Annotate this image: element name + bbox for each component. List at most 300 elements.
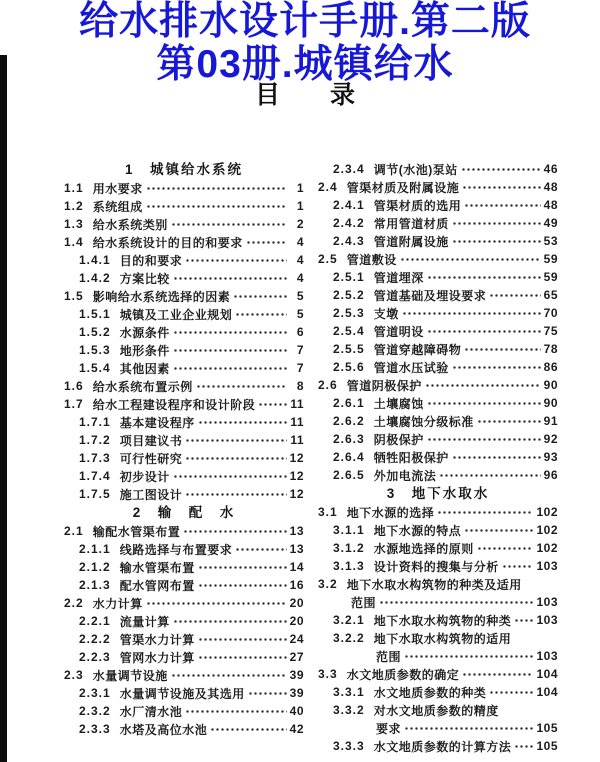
entry-page: 11 [290, 433, 304, 447]
entry-page: 59 [543, 270, 558, 284]
dot-leader [461, 160, 541, 178]
dot-leader [452, 358, 541, 376]
toc-chapter-heading: 1 城镇给水系统 [124, 162, 243, 177]
entry-page: 78 [543, 342, 558, 356]
dot-leader [258, 395, 287, 413]
dot-leader [183, 522, 286, 540]
entry-title: 初步设计 [119, 469, 170, 484]
entry-title: 水量调节设施及其选用 [119, 686, 245, 701]
entry-title: 流量计算 [119, 614, 170, 629]
dot-leader [173, 359, 287, 377]
dot-leader [427, 268, 541, 286]
toc-entry [64, 612, 304, 630]
dot-leader [173, 467, 287, 485]
entry-number: 2.2.1 [79, 614, 111, 628]
toc-entry [64, 540, 304, 558]
entry-title: 外加电流法 [373, 468, 437, 483]
entry-title: 管道基础及埋设要求 [373, 288, 487, 303]
dot-leader [514, 737, 533, 755]
entry-number: 3.3.1 [333, 685, 365, 699]
toc-entry [64, 413, 304, 431]
dot-leader [379, 593, 533, 611]
toc-entry [64, 359, 304, 377]
dot-leader [146, 594, 287, 612]
entry-page: 42 [289, 722, 304, 736]
entry-title: 水文地质参数的种类 [373, 685, 487, 700]
entry-number: 1.5.4 [79, 361, 111, 375]
entry-title: 管渠水力计算 [119, 632, 195, 647]
entry-page: 103 [536, 595, 558, 609]
dot-leader [196, 377, 287, 395]
dot-leader [173, 323, 287, 341]
entry-page: 16 [289, 578, 304, 592]
entry-page: 11 [290, 415, 304, 429]
toc-entry [64, 630, 304, 648]
entry-page: 4 [296, 253, 304, 267]
entry-title: 牺牲阳极保护 [373, 450, 449, 465]
toc-entry [318, 521, 558, 539]
entry-page: 40 [289, 704, 304, 718]
entry-title: 常用管道材质 [373, 216, 449, 231]
entry-page: 102 [536, 505, 558, 519]
entry-page: 1 [296, 199, 304, 213]
entry-number: 3.1.2 [333, 541, 365, 555]
entry-title-continued: 要求 [376, 721, 402, 736]
entry-number: 2.2 [64, 596, 84, 610]
entry-number: 1.7.4 [79, 469, 111, 483]
dot-leader [210, 720, 286, 738]
entry-title: 管道附属设施 [373, 234, 449, 249]
entry-title: 可行性研究 [119, 451, 183, 466]
entry-title: 对水文地质参数的精度 [373, 703, 499, 718]
toc-entry [318, 557, 558, 575]
entry-number: 2.6.4 [333, 450, 365, 464]
entry-number: 1.2 [64, 199, 84, 213]
entry-title: 管道明设 [373, 324, 424, 339]
dot-leader [404, 719, 533, 737]
entry-title: 城镇及工业企业规划 [119, 307, 233, 322]
entry-page: 24 [289, 632, 304, 646]
entry-page: 13 [289, 524, 304, 538]
dot-leader [462, 665, 533, 683]
dot-leader [502, 557, 534, 575]
entry-number: 2.1 [64, 524, 84, 538]
entry-title: 地下水取水构筑物的种类及适用 [346, 577, 522, 592]
entry-number: 2.1.2 [79, 560, 111, 574]
entry-page: 4 [296, 271, 304, 285]
toc-entry [64, 684, 304, 702]
entry-title: 基本建设程序 [119, 415, 195, 430]
entry-page: 12 [289, 487, 304, 501]
entry-number: 2.6 [318, 378, 338, 392]
entry-page: 53 [543, 234, 558, 248]
entry-number: 1.4 [64, 235, 84, 249]
dot-leader [400, 250, 541, 268]
toc-entry [64, 197, 304, 215]
entry-title: 方案比较 [119, 271, 170, 286]
entry-number: 3.3.2 [333, 703, 365, 717]
toc-entry [318, 575, 558, 593]
entry-title: 输水管渠布置 [119, 560, 195, 575]
entry-number: 2.4.1 [333, 198, 365, 212]
entry-number: 1.7.1 [79, 415, 111, 429]
toc-column-right [318, 160, 558, 755]
dot-leader [477, 539, 534, 557]
entry-title: 水塔及高位水池 [119, 722, 208, 737]
entry-number: 2.5.2 [333, 288, 365, 302]
entry-title: 管渠材质的选用 [373, 198, 462, 213]
entry-number: 1.5.1 [79, 307, 111, 321]
entry-page: 12 [289, 451, 304, 465]
entry-number: 3.2.2 [333, 631, 365, 645]
toc-entry [318, 196, 558, 214]
toc-entry [318, 286, 558, 304]
dot-leader [171, 215, 287, 233]
entry-number: 1.5 [64, 289, 84, 303]
entry-title-continued: 范围 [376, 649, 402, 664]
entry-number: 2.4.3 [333, 234, 365, 248]
entry-page: 86 [543, 360, 558, 374]
dot-leader [198, 648, 287, 666]
entry-title: 水厂清水池 [119, 704, 183, 719]
entry-title: 给水系统类别 [92, 217, 168, 232]
entry-title: 管道水压试验 [373, 360, 449, 375]
entry-page: 105 [536, 739, 558, 753]
dot-leader [437, 503, 533, 521]
book-title-line1: 给水排水设计手册.第二版 [79, 0, 531, 43]
entry-title: 调节(水池)泵站 [373, 162, 458, 177]
toc-entry [318, 304, 558, 322]
entry-page: 48 [543, 180, 558, 194]
toc-entry [318, 448, 558, 466]
entry-page: 103 [536, 649, 558, 663]
entry-number: 3.1.1 [333, 523, 365, 537]
entry-number: 2.5 [318, 252, 338, 266]
entry-title: 阴极保护 [373, 432, 424, 447]
toc-entry [318, 701, 558, 719]
entry-number: 1.7 [64, 397, 84, 411]
entry-page: 27 [289, 650, 304, 664]
entry-number: 2.3.2 [79, 704, 111, 718]
entry-page: 59 [543, 252, 558, 266]
dot-leader [439, 466, 540, 484]
toc-chapter-heading: 2 输 配 水 [132, 505, 236, 520]
dot-leader [477, 412, 541, 430]
toc-entry [64, 323, 304, 341]
entry-number: 1.5.2 [79, 325, 111, 339]
entry-number: 3.2 [318, 577, 338, 591]
dot-leader [198, 413, 287, 431]
dot-leader [452, 214, 541, 232]
dot-leader [185, 449, 286, 467]
toc-entry [64, 395, 304, 413]
entry-title: 管道阴极保护 [346, 378, 422, 393]
entry-page: 92 [543, 432, 558, 446]
entry-page: 39 [289, 668, 304, 682]
toc-entry [318, 232, 558, 250]
entry-number: 2.3.1 [79, 686, 111, 700]
entry-number: 2.5.6 [333, 360, 365, 374]
toc-entry [64, 485, 304, 503]
entry-number: 2.5.1 [333, 270, 365, 284]
entry-page: 12 [289, 469, 304, 483]
entry-title: 管道敷设 [346, 252, 397, 267]
entry-number: 1.7.5 [79, 487, 111, 501]
dot-leader [198, 558, 287, 576]
dot-leader [185, 251, 287, 269]
entry-page: 65 [543, 288, 558, 302]
dot-leader [489, 683, 533, 701]
dot-leader [185, 485, 286, 503]
entry-title: 水文地质参数的确定 [346, 667, 460, 682]
toc-entry [64, 377, 304, 395]
entry-page: 2 [296, 217, 304, 231]
page-header [10, 0, 600, 108]
entry-page: 39 [289, 686, 304, 700]
entry-number: 2.3.3 [79, 722, 111, 736]
entry-title: 地下水源的特点 [373, 523, 462, 538]
entry-number: 2.4.2 [333, 216, 365, 230]
entry-page: 103 [536, 559, 558, 573]
entry-number: 1.6 [64, 379, 84, 393]
toc-entry [318, 466, 558, 484]
entry-title: 给水系统设计的目的和要求 [92, 235, 243, 250]
dot-leader [464, 196, 540, 214]
entry-number: 2.6.1 [333, 396, 365, 410]
entry-number: 1.3 [64, 217, 84, 231]
dot-leader [462, 178, 540, 196]
entry-title: 管网水力计算 [119, 650, 195, 665]
toc-entry [64, 666, 304, 684]
entry-number: 1.5.3 [79, 343, 111, 357]
entry-page: 6 [296, 325, 304, 339]
entry-title: 地下水源的选择 [346, 505, 435, 520]
entry-page: 91 [543, 414, 558, 428]
toc-entry [64, 251, 304, 269]
entry-title: 给水系统布置示例 [92, 379, 193, 394]
entry-page: 4 [296, 235, 304, 249]
entry-title: 其他因素 [119, 361, 170, 376]
dot-leader [404, 647, 533, 665]
page-left-border [0, 55, 7, 762]
entry-page: 96 [543, 468, 558, 482]
toc-entry [318, 160, 558, 178]
dot-leader [185, 431, 287, 449]
entry-title: 线路选择与布置要求 [119, 542, 233, 557]
dot-leader [464, 521, 533, 539]
toc-entry [64, 467, 304, 485]
dot-leader [198, 576, 287, 594]
toc-entry [318, 214, 558, 232]
dot-leader [233, 287, 287, 305]
dot-leader [464, 340, 540, 358]
dot-leader [452, 232, 541, 250]
toc-entry [64, 720, 304, 738]
entry-page: 1 [296, 181, 304, 195]
dot-leader [452, 448, 541, 466]
entry-page: 8 [296, 379, 304, 393]
entry-page: 49 [543, 216, 558, 230]
toc-entry [64, 233, 304, 251]
entry-title: 管道埋深 [373, 270, 424, 285]
entry-page: 90 [543, 378, 558, 392]
entry-title: 地下水取水构筑物的种类 [373, 613, 512, 628]
toc-entry [64, 287, 304, 305]
entry-number: 3.3.3 [333, 739, 365, 753]
toc-entry [64, 215, 304, 233]
toc-entry [64, 431, 304, 449]
entry-page: 104 [536, 685, 558, 699]
entry-page: 13 [289, 542, 304, 556]
dot-leader [185, 702, 286, 720]
entry-number: 2.3.4 [333, 162, 365, 176]
toc-entry [318, 611, 558, 629]
entry-page: 11 [290, 397, 304, 411]
entry-title: 用水要求 [92, 181, 143, 196]
entry-page: 20 [289, 614, 304, 628]
entry-number: 1.7.2 [79, 433, 111, 447]
entry-title: 管渠材质及附属设施 [346, 180, 460, 195]
entry-page: 104 [536, 667, 558, 681]
entry-number: 2.3 [64, 668, 84, 682]
toc-entry [318, 376, 558, 394]
dot-leader [173, 341, 287, 359]
entry-title: 项目建议书 [119, 433, 183, 448]
entry-title: 输配水管渠布置 [92, 524, 181, 539]
toc-entry [64, 594, 304, 612]
entry-page: 7 [296, 343, 304, 357]
entry-page: 7 [296, 361, 304, 375]
toc-entry [318, 394, 558, 412]
toc-entry [64, 576, 304, 594]
toc-entry [64, 179, 304, 197]
entry-title: 水文地质参数的计算方法 [373, 739, 512, 754]
entry-title: 目的和要求 [119, 253, 183, 268]
toc-entry-continuation [318, 593, 558, 611]
toc-entry [318, 268, 558, 286]
toc-entry [318, 539, 558, 557]
entry-page: 103 [536, 613, 558, 627]
entry-number: 2.5.3 [333, 306, 365, 320]
entry-number: 2.1.1 [79, 542, 111, 556]
entry-title: 水力计算 [92, 596, 143, 611]
entry-page: 102 [536, 523, 558, 537]
entry-title: 土壤腐蚀分级标准 [373, 414, 474, 429]
toc-entry [64, 648, 304, 666]
dot-leader [427, 394, 541, 412]
entry-number: 3.1 [318, 505, 338, 519]
book-title-line2: 第03册.城镇给水 [156, 43, 454, 86]
entry-number: 2.2.2 [79, 632, 111, 646]
entry-number: 2.4 [318, 180, 338, 194]
toc-entry [318, 358, 558, 376]
toc-heading: 目 录 [254, 81, 355, 109]
toc-chapter-heading: 3 地下水取水 [386, 486, 490, 501]
entry-page: 48 [543, 198, 558, 212]
entry-page: 5 [296, 307, 304, 321]
entry-number: 2.5.4 [333, 324, 365, 338]
entry-title: 影响给水系统选择的因素 [92, 289, 231, 304]
dot-leader [427, 322, 541, 340]
entry-page: 105 [536, 721, 558, 735]
entry-page: 102 [536, 541, 558, 555]
entry-title: 配水管网布置 [119, 578, 195, 593]
toc-entry [318, 412, 558, 430]
entry-number: 3.1.3 [333, 559, 365, 573]
entry-page: 5 [296, 289, 304, 303]
toc-entry [64, 522, 304, 540]
entry-number: 1.1 [64, 181, 84, 195]
entry-title: 土壤腐蚀 [373, 396, 424, 411]
entry-title: 设计资料的搜集与分析 [373, 559, 499, 574]
entry-title: 水量调节设施 [92, 668, 168, 683]
entry-number: 2.6.3 [333, 432, 365, 446]
dot-leader [235, 540, 286, 558]
dot-leader [402, 304, 541, 322]
toc-entry [64, 269, 304, 287]
dot-leader [425, 376, 541, 394]
entry-number: 1.4.2 [79, 271, 111, 285]
entry-title-continued: 范围 [351, 595, 377, 610]
toc-entry [318, 503, 558, 521]
toc-entry [64, 702, 304, 720]
entry-page: 14 [289, 560, 304, 574]
entry-title: 地下水取水构筑物的适用 [373, 631, 512, 646]
dot-leader [489, 286, 540, 304]
entry-title: 水源地选择的原则 [373, 541, 474, 556]
dot-leader [173, 269, 287, 287]
entry-number: 2.6.2 [333, 414, 365, 428]
entry-number: 3.2.1 [333, 613, 365, 627]
entry-page: 90 [543, 396, 558, 410]
toc-column-left [64, 160, 304, 755]
entry-number: 2.2.3 [79, 650, 111, 664]
toc-entry [318, 737, 558, 755]
toc-entry [318, 629, 558, 647]
toc-entry [64, 558, 304, 576]
toc-entry-continuation [318, 647, 558, 665]
dot-leader [514, 611, 533, 629]
entry-page: 75 [543, 324, 558, 338]
toc-entry [64, 341, 304, 359]
dot-leader [146, 179, 287, 197]
entry-number: 1.4.1 [79, 253, 111, 267]
entry-page: 46 [543, 162, 558, 176]
toc-entry-continuation [318, 719, 558, 737]
entry-page: 20 [289, 596, 304, 610]
toc-entry [318, 178, 558, 196]
dot-leader [171, 666, 287, 684]
toc-entry [318, 665, 558, 683]
dot-leader [246, 233, 287, 251]
entry-page: 93 [543, 450, 558, 464]
entry-number: 3.3 [318, 667, 338, 681]
table-of-contents [64, 160, 558, 755]
entry-number: 2.6.5 [333, 468, 365, 482]
toc-entry [64, 305, 304, 323]
entry-number: 2.1.3 [79, 578, 111, 592]
dot-leader [146, 197, 287, 215]
toc-entry [64, 449, 304, 467]
toc-entry [318, 683, 558, 701]
entry-title: 地形条件 [119, 343, 170, 358]
entry-title: 管道穿越障碍物 [373, 342, 462, 357]
entry-number: 1.7.3 [79, 451, 111, 465]
toc-entry [318, 340, 558, 358]
dot-leader [198, 630, 287, 648]
entry-title: 系统组成 [92, 199, 143, 214]
dot-leader [427, 430, 541, 448]
